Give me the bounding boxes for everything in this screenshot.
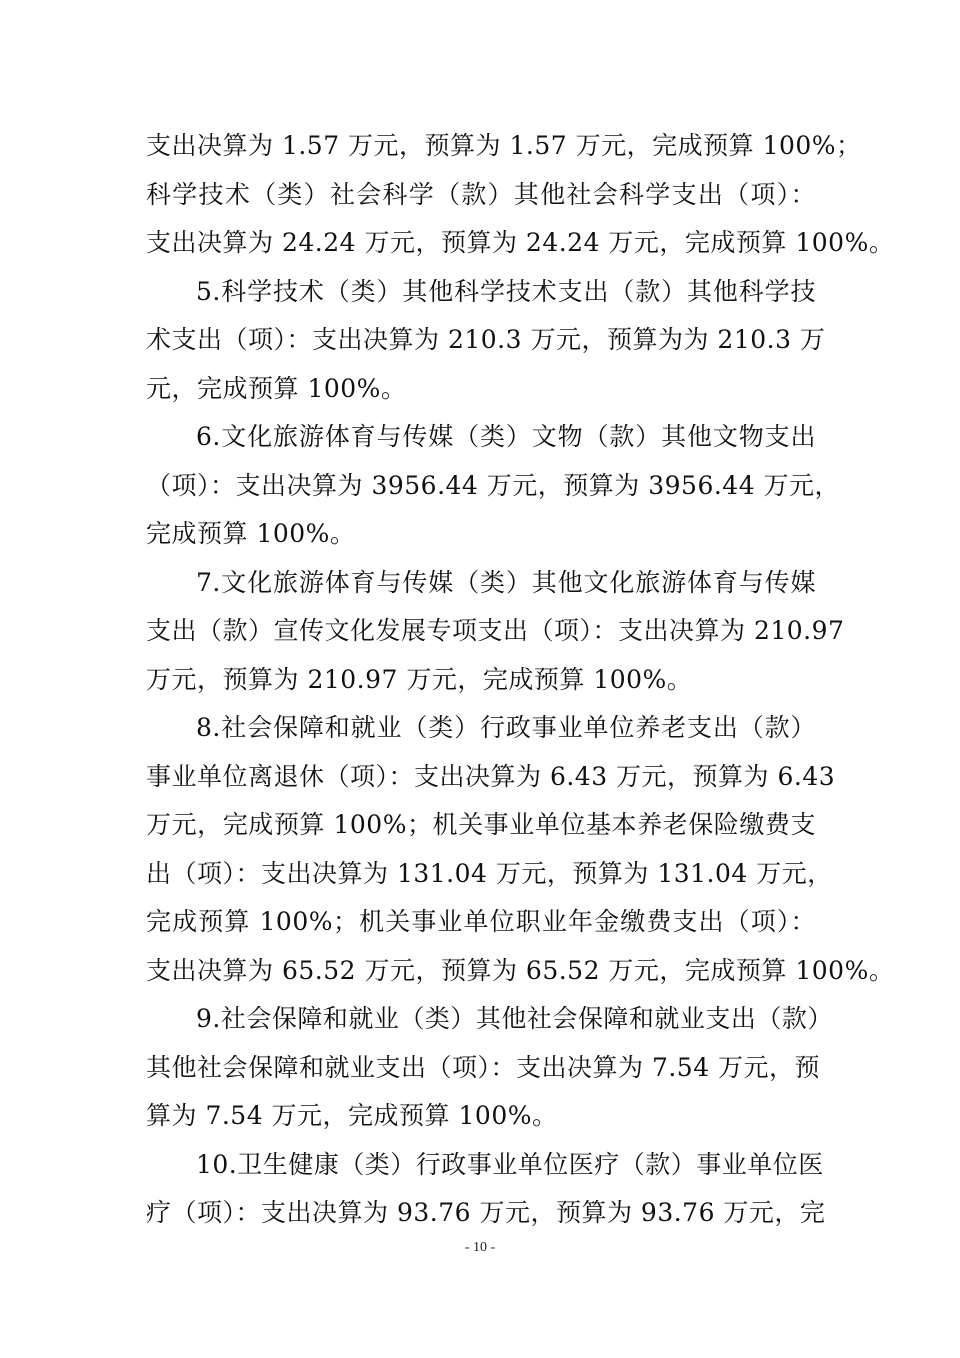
paragraph-start-line: 5.科学技术（类）其他科学技术支出（款）其他科学技 xyxy=(196,276,816,306)
text-line: 万元，预算为 210.97 万元，完成预算 100%。 xyxy=(146,664,693,694)
text-line: 支出决算为 24.24 万元，预算为 24.24 万元，完成预算 100%。 xyxy=(146,228,895,257)
text-line: 支出决算为 1.57 万元，预算为 1.57 万元，完成预算 100%； xyxy=(146,131,862,160)
text-line: 元，完成预算 100%。 xyxy=(146,373,407,403)
text-line: 事业单位离退休（项）：支出决算为 6.43 万元，预算为 6.43 xyxy=(146,761,836,791)
text-line: 完成预算 100%。 xyxy=(146,519,356,548)
paragraph-start-line: 9.社会保障和就业（类）其他社会保障和就业支出（款） xyxy=(196,1004,833,1033)
text-line: 科学技术（类）社会科学（款）其他社会科学支出（项）： xyxy=(146,179,816,209)
text-line: 出（项）：支出决算为 131.04 万元，预算为 131.04 万元， xyxy=(146,858,833,888)
document-body xyxy=(146,122,895,1238)
text-line: 其他社会保障和就业支出（项）：支出决算为 7.54 万元，预 xyxy=(146,1052,821,1082)
text-line: 疗（项）：支出决算为 93.76 万元，预算为 93.76 万元，完 xyxy=(146,1198,826,1227)
paragraph-start-line: 7.文化旅游体育与传媒（类）其他文化旅游体育与传媒 xyxy=(196,567,816,597)
paragraph-start-line: 6.文化旅游体育与传媒（类）文物（款）其他文物支出 xyxy=(196,422,816,451)
text-line: 算为 7.54 万元，完成预算 100%。 xyxy=(146,1101,558,1130)
paragraph-start-line: 8.社会保障和就业（类）行政事业单位养老支出（款） xyxy=(196,713,816,742)
text-line: 支出决算为 65.52 万元，预算为 65.52 万元，完成预算 100%。 xyxy=(146,955,895,985)
text-line: （项）：支出决算为 3956.44 万元，预算为 3956.44 万元， xyxy=(146,470,841,500)
text-line: 万元，完成预算 100%；机关事业单位基本养老保险缴费支 xyxy=(146,810,816,839)
paragraph-start-line: 10.卫生健康（类）行政事业单位医疗（款）事业单位医 xyxy=(196,1149,824,1179)
text-line: 支出（款）宣传文化发展专项支出（项）：支出决算为 210.97 xyxy=(146,616,845,645)
text-line: 完成预算 100%；机关事业单位职业年金缴费支出（项）： xyxy=(146,907,816,936)
text-line: 术支出（项）：支出决算为 210.3 万元，预算为为 210.3 万 xyxy=(146,325,826,354)
page-number: - 10 - xyxy=(464,1240,496,1255)
